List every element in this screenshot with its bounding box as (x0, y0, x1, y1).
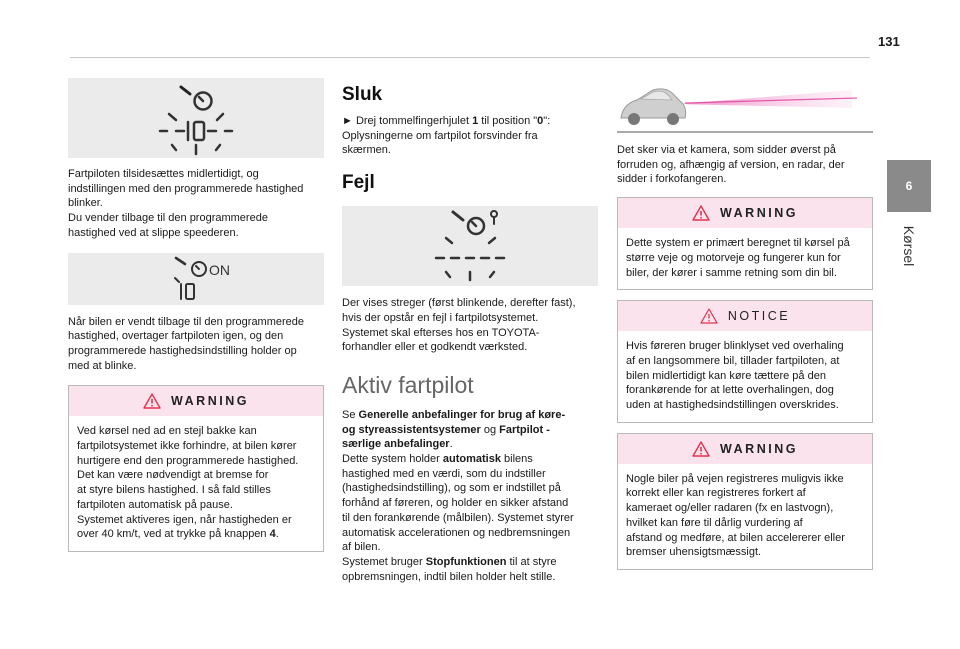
warning-triangle-icon (143, 393, 161, 409)
cruise-override-illustration (68, 78, 324, 158)
text-line: med at blinke. (68, 359, 137, 372)
speedometer-dashes-icon (68, 78, 324, 158)
text-line (342, 437, 598, 452)
text-line: hvis der opstår en fejl i fartpilotsystemet. (342, 311, 539, 324)
car-radar-illustration (617, 78, 873, 134)
text-bold: og styreassistentsystemer (342, 423, 481, 436)
text-line: forruden og, afhængig af version, en radar, der (617, 158, 845, 171)
text-run: og (480, 423, 500, 436)
text-line: til den forankørende (målbilen). Systemet styrer (342, 511, 574, 524)
column-right (617, 78, 873, 570)
text-line (342, 555, 598, 570)
text-bold: 1 (472, 115, 479, 127)
text-line: kameraet og/eller radaren (fx en lastvogn), (626, 502, 834, 515)
text-line: hastighed med en værdi, som du indstiller (342, 467, 546, 480)
text-line (342, 408, 598, 423)
notice-body (618, 331, 872, 422)
text-line: sidder i forkofangeren. (617, 173, 727, 186)
text-line: skærmen. (342, 144, 391, 157)
text-line: korrekt eller kan registreres forkert af (626, 487, 806, 500)
on-label: ON (209, 261, 230, 278)
text-run: over 40 km/t, ved at trykke på knappen (77, 528, 270, 541)
camera-paragraph (617, 143, 873, 187)
text-line (342, 423, 598, 438)
text-line: afstand og medføre, at bilen accelererer eller (626, 531, 845, 544)
text-bold: 0 (537, 115, 544, 127)
sluk-paragraph (342, 114, 598, 158)
text-line: biler, der kører i samme retning som din bil. (626, 266, 837, 279)
text-line: hvilket kan føre til dårlig vurdering af (626, 516, 803, 529)
column-left (68, 78, 324, 552)
resume-paragraph (68, 315, 324, 374)
warning-body (69, 416, 323, 551)
heading-sluk: Sluk (342, 84, 383, 105)
text-run: Systemet bruger (342, 555, 426, 568)
text-line: Nogle biler på vejen registreres muligvis ikke (626, 472, 844, 485)
text-line: Der vises streger (først blinkende, derefter fast), (342, 297, 576, 310)
chapter-title-text: Kørsel (900, 225, 917, 267)
text-line: Det kan være nødvendigt at bremse for (77, 469, 269, 482)
cruise-on-illustration (68, 253, 324, 305)
warning-box-downhill (68, 385, 324, 552)
warning-header (69, 386, 323, 416)
warning-body (618, 228, 872, 289)
text-line: Du vender tilbage til den programmerede (68, 212, 268, 225)
chapter-title (885, 216, 933, 276)
text-line: større veje og motorveje og fungerer kun for (626, 251, 841, 264)
warning-box-detection (617, 433, 873, 570)
text-run: ► Drej tommelfingerhjulet (342, 115, 473, 127)
text-line: forhandler eller et godkendt værksted. (342, 341, 528, 354)
text-line: Ved kørsel ned ad en stejl bakke kan (77, 425, 257, 438)
heading-fejl: Fejl (342, 172, 375, 194)
text-line: hurtigere end den programmerede hastighed. (77, 454, 299, 467)
text-bold: Generelle anbefalinger for brug af køre- (358, 408, 566, 421)
text-line (342, 114, 598, 129)
text-line: fartpilotsystemet ikke forhindre, at bilen kører (77, 440, 297, 453)
warning-triangle-icon (692, 205, 710, 221)
notice-title: NOTICE (727, 309, 791, 324)
text-line: forhånd af føreren, og holder en sikker afstand (342, 497, 569, 510)
warning-body (618, 464, 872, 569)
text-run: bilens (500, 453, 533, 466)
text-line: Det sker via et kamera, som sidder øverst på (617, 144, 836, 156)
notice-header (618, 301, 872, 331)
text-line: af en langsommere bil, tillader fartpiloten, at (626, 354, 840, 367)
text-line: fartpiloten automatisk på pause. (77, 498, 233, 511)
text-line: af bilen. (342, 541, 381, 554)
text-line: hastighed ved at slippe speederen. (68, 226, 239, 239)
text-line (342, 452, 598, 467)
text-line: hastighed, overtager fartpiloten igen, og den (68, 330, 284, 343)
warning-header (618, 434, 872, 464)
text-line: uden at hastighedsindstillingen overskrides. (626, 399, 839, 412)
text-run: til position " (478, 115, 538, 127)
override-paragraph (68, 167, 324, 241)
text-run: . (449, 438, 453, 451)
text-bold: Stopfunktionen (425, 555, 507, 568)
page-number: 131 (878, 34, 900, 49)
text-line: Systemet skal efterses hos en TOYOTA- (342, 326, 540, 339)
text-bold: særlige anbefalinger (342, 438, 450, 451)
text-line: Dette system er primært beregnet til kørsel på (626, 237, 850, 250)
text-line: opbremsningen, indtil bilen holder helt stille. (342, 570, 556, 583)
text-run: Dette system holder (342, 453, 443, 466)
text-line: bremser uhensigtsmæssigt. (626, 546, 762, 559)
text-line: indstillingen med den programmerede hastighed (68, 182, 304, 195)
top-rule (70, 57, 870, 58)
text-line: automatisk accelerationen og nedbremsningen (342, 526, 571, 539)
text-bold: Fartpilot - (499, 423, 550, 436)
text-line: Hvis føreren bruger blinklyset ved overhaling (626, 340, 844, 353)
warning-title: WARNING (171, 394, 249, 409)
text-line (77, 527, 315, 542)
text-line: blinker. (68, 197, 103, 210)
notice-triangle-icon (700, 308, 718, 324)
heading-aktiv-fartpilot: Aktiv fartpilot (342, 371, 474, 398)
warning-box-highway (617, 197, 873, 290)
text-run: . (275, 528, 279, 541)
text-line: bilen midlertidigt kan køre tættere på den (626, 369, 826, 382)
aktiv-paragraph (342, 408, 598, 584)
fejl-paragraph (342, 296, 598, 355)
warning-title: WARNING (720, 441, 798, 456)
warning-header (618, 198, 872, 228)
text-line: (hastighedsindstilling), og som er indstillet på (342, 482, 561, 495)
speedometer-on-icon (68, 253, 324, 305)
column-middle (342, 78, 598, 584)
text-line: forankørende for at lette overhalingen, dog (626, 384, 834, 397)
car-radar-icon (617, 78, 873, 134)
text-bold: automatisk (442, 453, 501, 466)
text-run: ": (543, 115, 551, 127)
notice-box-overtaking (617, 300, 873, 423)
text-line: at styre bilens hastighed. I så fald stilles (77, 484, 271, 497)
text-line: Fartpiloten tilsidesættes midlertidigt, og (68, 168, 259, 180)
warning-title: WARNING (720, 206, 798, 221)
chapter-tab[interactable] (887, 160, 931, 212)
text-line: Når bilen er vendt tilbage til den programmerede (68, 315, 305, 328)
button-number: 4 (269, 528, 276, 541)
text-run: til at styre (506, 555, 557, 568)
speedometer-fault-icon (342, 206, 598, 286)
cruise-fault-illustration (342, 206, 598, 286)
text-line: Systemet aktiveres igen, når hastigheden er (77, 513, 292, 526)
text-run: Se (342, 408, 359, 421)
text-line: Oplysningerne om fartpilot forsvinder fra (342, 129, 538, 142)
warning-triangle-icon (692, 441, 710, 457)
chapter-number: 6 (905, 179, 913, 193)
text-line: programmerede hastighedsindstilling holder op (68, 344, 297, 357)
